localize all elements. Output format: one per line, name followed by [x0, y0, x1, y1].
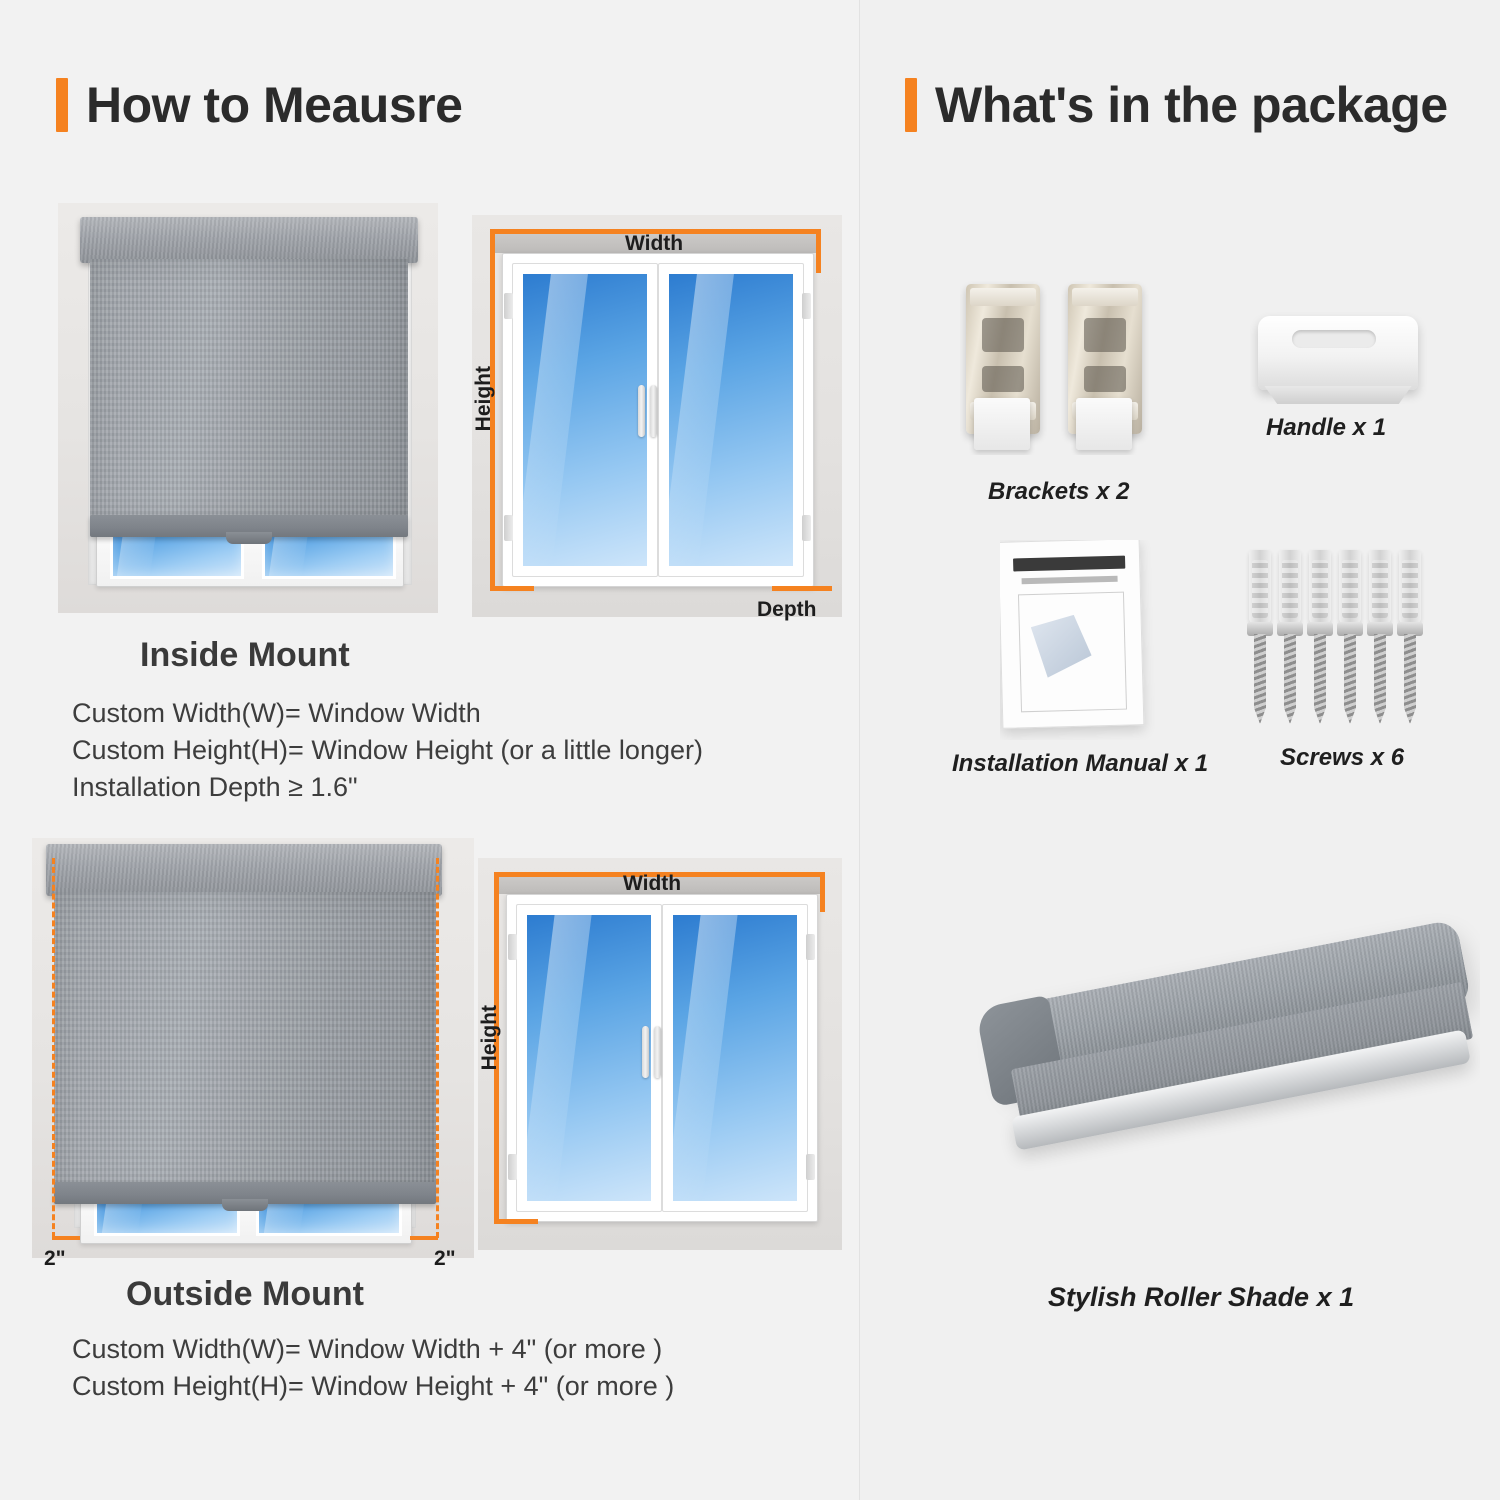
outside-mount-caption: Outside Mount	[126, 1275, 364, 1313]
shade-fabric	[90, 259, 408, 523]
window-sash-right	[662, 904, 808, 1212]
brackets-image	[960, 280, 1160, 455]
window-hinge-top-right	[806, 934, 815, 960]
window-handle-right	[654, 1026, 661, 1078]
width-tick-right	[820, 872, 825, 912]
installation-manual-label: Installation Manual x 1	[952, 750, 1209, 777]
overhang-tick-left	[52, 1236, 80, 1240]
overhang-label-left: 2"	[44, 1247, 66, 1270]
installation-manual-image	[1000, 540, 1170, 740]
height-label-outside: Height	[478, 1005, 501, 1071]
handle-image	[1250, 310, 1430, 420]
window-pane-right	[669, 274, 793, 566]
depth-line	[772, 586, 832, 591]
inside-mount-measure-diagram	[472, 215, 842, 617]
width-label-outside: Width	[623, 872, 682, 895]
height-tick-bottom	[490, 586, 534, 591]
outside-line-1: Custom Width(W)= Window Width + 4" (or more )	[72, 1334, 663, 1364]
shade-fabric	[54, 892, 436, 1192]
handle-label: Handle x 1	[1266, 414, 1387, 441]
window-sash-right	[658, 263, 804, 577]
outside-mount-measure-diagram	[478, 858, 842, 1250]
inside-line-3: Installation Depth ≥ 1.6"	[72, 772, 358, 802]
screws-label: Screws x 6	[1280, 744, 1405, 771]
inside-mount-caption: Inside Mount	[140, 636, 350, 674]
width-label-inside: Width	[625, 232, 684, 255]
window-handle-left	[638, 385, 645, 437]
accent-bar	[56, 78, 68, 132]
window-hinge-bottom-left	[508, 1154, 517, 1180]
heading-text: What's in the package	[935, 77, 1448, 133]
outside-mount-photo	[32, 838, 474, 1258]
window-pane-left	[523, 274, 647, 566]
height-label-inside: Height	[472, 366, 495, 432]
window-pane-right	[673, 915, 797, 1201]
height-tick-bottom	[494, 1219, 538, 1224]
shade-valance	[80, 217, 418, 263]
width-tick-right	[816, 229, 821, 273]
window-hinge-top-right	[802, 293, 811, 319]
brackets-label: Brackets x 2	[988, 478, 1130, 505]
inside-line-2: Custom Height(H)= Window Height (or a little longer)	[72, 735, 703, 765]
window-handle-right	[650, 385, 657, 437]
window-sash-left	[516, 904, 662, 1212]
screws-image	[1245, 540, 1445, 730]
how-to-measure-heading	[56, 76, 462, 134]
overhang-guide-right	[436, 858, 439, 1238]
inside-line-1: Custom Width(W)= Window Width	[72, 698, 481, 728]
roller-shade-image	[960, 905, 1480, 1235]
overhang-label-right: 2"	[434, 1247, 456, 1270]
depth-label-inside: Depth	[757, 598, 817, 621]
window-hinge-bottom-right	[802, 515, 811, 541]
outside-line-2: Custom Height(H)= Window Height + 4" (or more )	[72, 1371, 675, 1401]
roller-shade-label: Stylish Roller Shade x 1	[1048, 1282, 1355, 1312]
window-hinge-bottom-left	[504, 515, 513, 541]
package-heading	[905, 76, 1448, 134]
window-hinge-bottom-right	[806, 1154, 815, 1180]
overhang-guide-left	[52, 858, 55, 1238]
shade-bottom-rail	[54, 1182, 436, 1204]
shade-bottom-rail	[90, 515, 408, 537]
shade-valance	[46, 844, 442, 896]
window-handle-left	[642, 1026, 649, 1078]
heading-text: How to Meausre	[86, 77, 463, 133]
window-sash-left	[512, 263, 658, 577]
accent-bar	[905, 78, 917, 132]
overhang-tick-right	[410, 1236, 438, 1240]
window-hinge-top-left	[508, 934, 517, 960]
window-hinge-top-left	[504, 293, 513, 319]
window-pane-left	[527, 915, 651, 1201]
inside-mount-photo	[58, 203, 438, 613]
